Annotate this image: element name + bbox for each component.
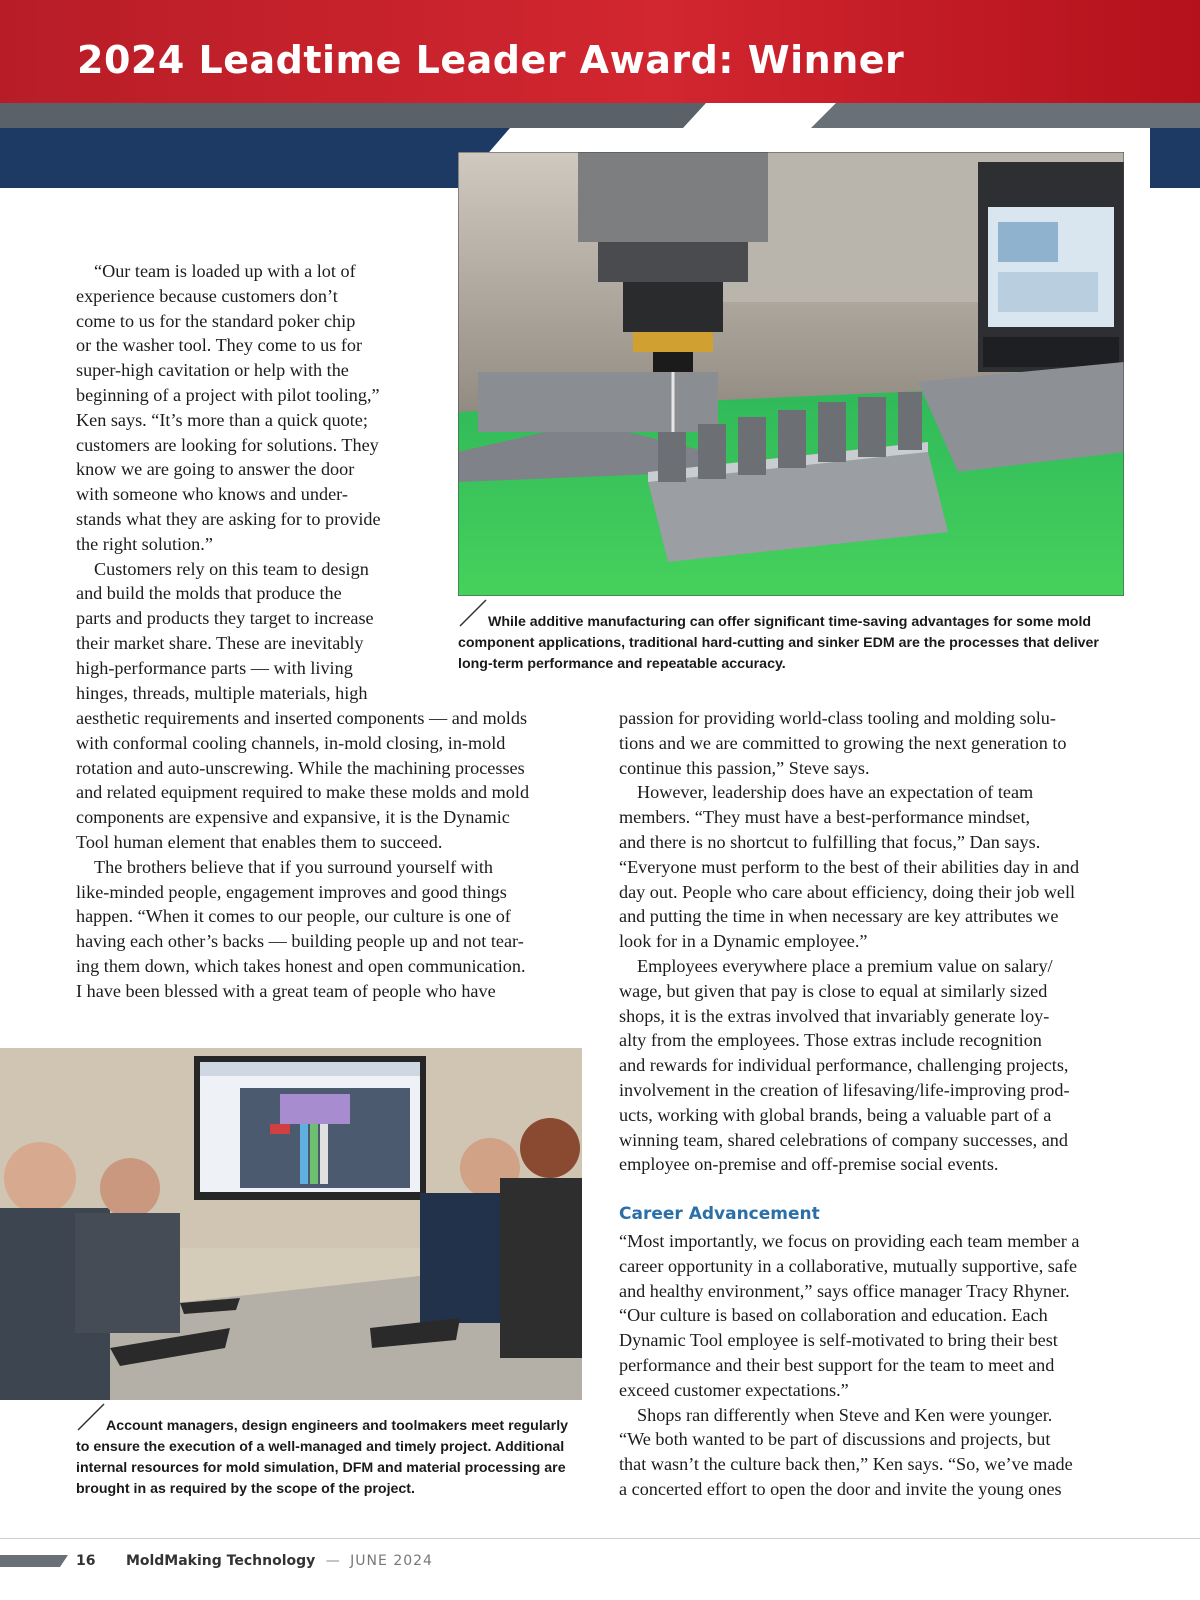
body-line: members. “They must have a best-performance mindset, xyxy=(619,807,1031,828)
sinker-edm-photo xyxy=(458,152,1124,596)
body-line: exceed customer expectations.” xyxy=(619,1379,849,1400)
body-line: and related equipment required to make these molds and mold xyxy=(76,782,530,803)
body-line: or the washer tool. They come to us for xyxy=(76,335,363,356)
body-line: “Our team is loaded up with a lot of xyxy=(94,261,356,281)
body-line: Customers rely on this team to design xyxy=(94,558,369,579)
body-line: “We both wanted to be part of discussions and projects, but xyxy=(619,1429,1051,1450)
body-line: aesthetic requirements and inserted components — and molds xyxy=(76,708,528,728)
issue-date: JUNE 2024 xyxy=(350,1553,433,1569)
body-line: stands what they are asking for to provide xyxy=(76,508,381,529)
body-line: winning team, shared celebrations of company successes, and xyxy=(619,1129,1068,1150)
body-line: involvement in the creation of lifesaving/life-improving prod- xyxy=(619,1079,1070,1100)
body-line: “Everyone must perform to the best of their abilities day in and xyxy=(619,856,1080,877)
body-line: The brothers believe that if you surround yourself with xyxy=(94,856,494,877)
footer-separator: — xyxy=(325,1553,340,1569)
footer-accent-bar xyxy=(0,1555,68,1567)
body-line: super-high cavitation or help with the xyxy=(76,360,349,381)
body-line: having each other’s backs — building people up and not tear- xyxy=(76,931,524,952)
body-line: experience because customers don’t xyxy=(76,285,338,306)
body-line: and there is no shortcut to fulfilling that focus,” Dan says. xyxy=(619,831,1041,852)
body-line: the right solution.” xyxy=(76,533,213,554)
body-line: passion for providing world-class tooling and molding solu- xyxy=(619,708,1056,728)
body-line: happen. “When it comes to our people, our culture is one of xyxy=(76,906,511,927)
body-line: customers are looking for solutions. They xyxy=(76,434,379,455)
body-line: continue this passion,” Steve says. xyxy=(619,757,870,778)
body-line: wage, but given that pay is close to equal at similarly sized xyxy=(619,980,1048,1001)
body-line: components are expensive and expansive, it is the Dynamic xyxy=(76,807,510,828)
body-line: performance and their best support for the team to meet and xyxy=(619,1354,1055,1375)
body-line: However, leadership does have an expectation of team xyxy=(637,782,1034,803)
body-line: Tool human element that enables them to succeed. xyxy=(76,831,443,852)
body-line: and build the molds that produce the xyxy=(76,583,342,604)
body-line: day out. People who care about efficiency, doing their job well xyxy=(619,881,1076,902)
body-line: come to us for the standard poker chip xyxy=(76,310,356,331)
body-line: “Most importantly, we focus on providing each team member a xyxy=(619,1231,1080,1251)
body-line: tions and we are committed to growing the next generation to xyxy=(619,732,1067,753)
page-number: 16 xyxy=(76,1553,96,1569)
section-heading: Career Advancement xyxy=(619,1204,820,1224)
body-line: their market share. These are inevitably xyxy=(76,632,364,653)
body-line: that wasn’t the culture back then,” Ken says. “So, we’ve made xyxy=(619,1454,1073,1475)
body-line: and putting the time in when necessary are key attributes we xyxy=(619,906,1059,927)
left-column-top-text xyxy=(76,259,456,705)
body-line: with someone who knows and under- xyxy=(76,484,348,505)
body-line: “Our culture is based on collaboration and education. Each xyxy=(619,1305,1048,1326)
body-line: high-performance parts — with living xyxy=(76,657,353,678)
body-line: ing them down, which takes honest and open communication. xyxy=(76,955,526,976)
body-line: a concerted effort to open the door and invite the young ones xyxy=(619,1478,1062,1499)
body-line: Employees everywhere place a premium value on salary/ xyxy=(637,955,1053,976)
body-line: and rewards for individual performance, challenging projects, xyxy=(619,1055,1069,1076)
body-line: shops, it is the extras involved that invariably generate loy- xyxy=(619,1005,1050,1026)
body-line: career opportunity in a collaborative, mutually supportive, safe xyxy=(619,1255,1078,1276)
magazine-name: MoldMaking Technology xyxy=(125,1553,316,1569)
body-line: alty from the employees. Those extras include recognition xyxy=(619,1030,1042,1051)
body-line: Dynamic Tool employee is self-motivated to bring their best xyxy=(619,1330,1058,1351)
body-line: know we are going to answer the door xyxy=(76,459,355,480)
team-meeting-caption: Account managers, design engineers and toolmakers meet regularly to ensure the execution of a well-managed and timely project. Additional internal resources for mold simulation, DFM and material processing are brought in as required by the scope of the project. xyxy=(76,1418,569,1497)
team-meeting-photo xyxy=(0,1048,582,1400)
body-line: beginning of a project with pilot tooling,” xyxy=(76,384,380,405)
body-line: and healthy environment,” says office manager Tracy Rhyner. xyxy=(619,1280,1070,1301)
body-line: ucts, working with global brands, being a valuable part of a xyxy=(619,1104,1052,1125)
sinker-edm-caption: While additive manufacturing can offer significant time-saving advantages for some mold component applications, traditional hard-cutting and sinker EDM are the processes that deliver long-term performance and repeatable accuracy. xyxy=(458,614,1099,672)
body-line: rotation and auto-unscrewing. While the machining processes xyxy=(76,757,525,778)
career-advancement-text xyxy=(619,1229,1139,1502)
footer-divider xyxy=(0,1538,1200,1539)
body-line: look for in a Dynamic employee.” xyxy=(619,931,868,952)
page-footer xyxy=(76,1553,433,1569)
body-line: Shops ran differently when Steve and Ken were younger. xyxy=(637,1404,1053,1425)
page-title: 2024 Leadtime Leader Award: Winner xyxy=(77,38,905,82)
body-line: employee on-premise and off-premise social events. xyxy=(619,1154,999,1175)
body-line: Ken says. “It’s more than a quick quote; xyxy=(76,409,368,430)
body-line: I have been blessed with a great team of people who have xyxy=(76,980,496,1001)
body-line: with conformal cooling channels, in-mold closing, in-mold xyxy=(76,732,506,753)
body-line: like-minded people, engagement improves and good things xyxy=(76,881,507,902)
right-column-text xyxy=(619,706,1139,1177)
body-line: parts and products they target to increase xyxy=(76,608,374,629)
left-column-bottom-text xyxy=(76,706,596,1004)
body-line: hinges, threads, multiple materials, high xyxy=(76,682,368,703)
